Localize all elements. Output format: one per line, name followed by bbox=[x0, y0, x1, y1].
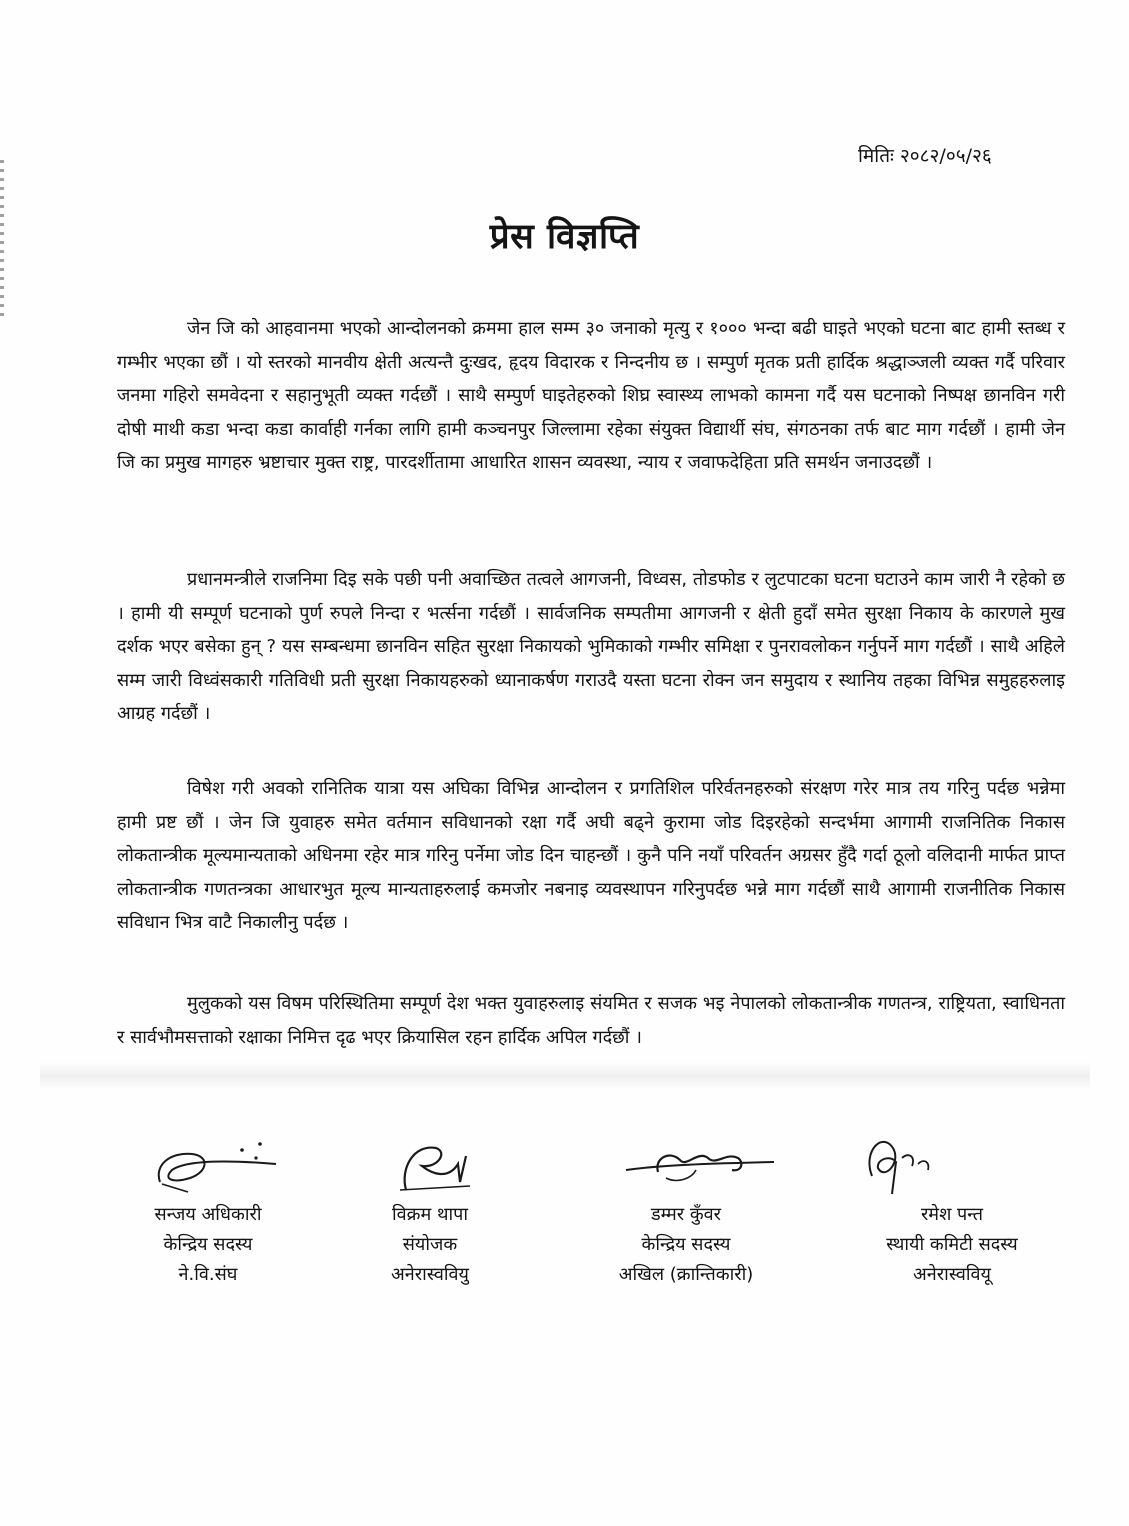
signatory-name: सन्जय अधिकारी bbox=[154, 1204, 262, 1225]
handwritten-signature-2 bbox=[310, 1120, 550, 1200]
signatory-organization: ने.वि.संघ bbox=[178, 1264, 238, 1285]
paragraph-1: जेन जि को आहवानमा भएको आन्दोलनको क्रममा हाल सम्म ३० जनाको मृत्यु र १००० भन्दा बढी घाइते भएको घटना बाट हामी स्तब्ध र गम्भीर भएका छौं । यो स्तरको मानवीय क्षेती अत्यन्तै दुःखद, हृदय विदारक र निन्दनीय छ । सम्पुर्ण मृतक प्रती हार्दिक श्रद्धाञ्जली व्यक्त गर्दै परिवार जनमा गहिरो समवेदना र सहानुभूती व्यक्त गर्दछौं । साथै सम्पुर्ण घाइतेहरुको शिघ्र स्वास्थ्य लाभको कामना गर्दै यस घटनाको निष्पक्ष छानविन गरी दोषी माथी कडा भन्दा कडा कार्वाही गर्नका लागि हामी कञ्चनपुर जिल्लामा रहेका संयुक्त विद्यार्थी संघ, संगठनका तर्फ बाट माग गर्दछौं । हामी जेन जि का प्रमुख मागहरु भ्रष्टाचार मुक्त राष्ट्र, पारदर्शीतामा आधारित शासन व्यवस्था, न्याय र जवाफदेहिता प्रति समर्थन जनाउदछौं । bbox=[117, 318, 1065, 474]
document-title: प्रेस विज्ञप्ति bbox=[489, 217, 640, 257]
signatory-name: विक्रम थापा bbox=[391, 1204, 469, 1225]
signatory-organization: अनेरास्ववियू bbox=[913, 1264, 991, 1285]
paragraph-2: प्रधानमन्त्रीले राजनिमा दिइ सके पछी पनी अवाच्छित तत्वले आगजनी, विध्वस, तोडफोड र लुटपाटका घटना घटाउने काम जारी नै रहेको छ । हामी यी सम्पूर्ण घटनाको पुर्ण रुपले निन्दा र भर्त्सना गर्दछौं । सार्वजनिक सम्पतीमा आगजनी र क्षेती हुदाँ समेत सुरक्षा निकाय के कारणले मुख दर्शक भएर बसेका हुन् ? यस सम्बन्धमा छानविन सहित सुरक्षा निकायको भुमिकाको गम्भीर समिक्षा र पुनरावलोकन गर्नुपर्ने माग गर्दछौं । साथै अहिले सम्म जारी विध्वंसकारी गतिविधी प्रती सुरक्षा निकायहरुको ध्यानाकर्षण गराउदै यस्ता घटना रोक्न जन समुदाय र स्थानिय तहका विभिन्न समुहहरुलाइ आग्रह गर्दछौं । bbox=[117, 569, 1065, 725]
signatory-role: संयोजक bbox=[402, 1234, 458, 1255]
handwritten-signature-4 bbox=[832, 1120, 1072, 1200]
signatory-role: केन्द्रिय सदस्य bbox=[163, 1234, 253, 1255]
signature-block-1 bbox=[88, 1120, 328, 1290]
paragraph-3: विषेश गरी अवको रानितिक यात्रा यस अघिका विभिन्न आन्दोलन र प्रगतिशिल परिर्वतनहरुको संरक्षण गरेर मात्र तय गरिनु पर्दछ भन्नेमा हामी प्रष्ट छौं । जेन जि युवाहरु समेत वर्तमान सविधानको रक्षा गर्दै अघी बढ्ने कुरामा जोड दिइरहेको सन्दर्भमा आगामी राजनितिक निकास लोकतान्त्रीक मूल्यमान्यताको अधिनमा रहेर मात्र गरिनु पर्नेमा जोड दिन चाहन्छौं । कुनै पनि नयाँ परिवर्तन अग्रसर हुँदै गर्दा ठूलो वलिदानी मार्फत प्राप्त लोकतान्त्रीक गणतन्त्रका आधारभुत मूल्य मान्यताहरुलाई कमजोर नबनाइ व्यवस्थापन गरिनुपर्दछ भन्ने माग गर्दछौं साथै आगामी राजनीतिक निकास सविधान भित्र वाटै निकालीनु पर्दछ । bbox=[117, 778, 1065, 934]
document-date: मितिः २०८२/०५/२६ bbox=[858, 145, 992, 167]
signatory-name: रमेश पन्त bbox=[920, 1204, 984, 1225]
signatory-name: डम्मर कुँवर bbox=[650, 1204, 722, 1225]
signatory-role: स्थायी कमिटी सदस्य bbox=[886, 1234, 1018, 1255]
signature-block-4 bbox=[832, 1120, 1072, 1290]
signatory-role: केन्द्रिय सदस्य bbox=[641, 1234, 731, 1255]
scan-fold-shadow bbox=[40, 1062, 1090, 1090]
signature-block-3 bbox=[566, 1120, 806, 1290]
handwritten-signature-1 bbox=[88, 1120, 328, 1200]
handwritten-signature-3 bbox=[566, 1120, 806, 1200]
signatory-organization: अनेरास्ववियु bbox=[391, 1264, 469, 1285]
paragraph-4: मुलुकको यस विषम परिस्थितिमा सम्पूर्ण देश भक्त युवाहरुलाइ संयमित र सजक भइ नेपालको लोकतान्त्रीक गणतन्त्र, राष्ट्रियता, स्वाधिनता र सार्वभौमसत्ताको रक्षाका निमित्त दृढ भएर क्रियासिल रहन हार्दिक अपिल गर्दछौं । bbox=[117, 993, 1065, 1048]
signatory-organization: अखिल (क्रान्तिकारी) bbox=[618, 1264, 754, 1285]
signature-block-2 bbox=[310, 1120, 550, 1290]
